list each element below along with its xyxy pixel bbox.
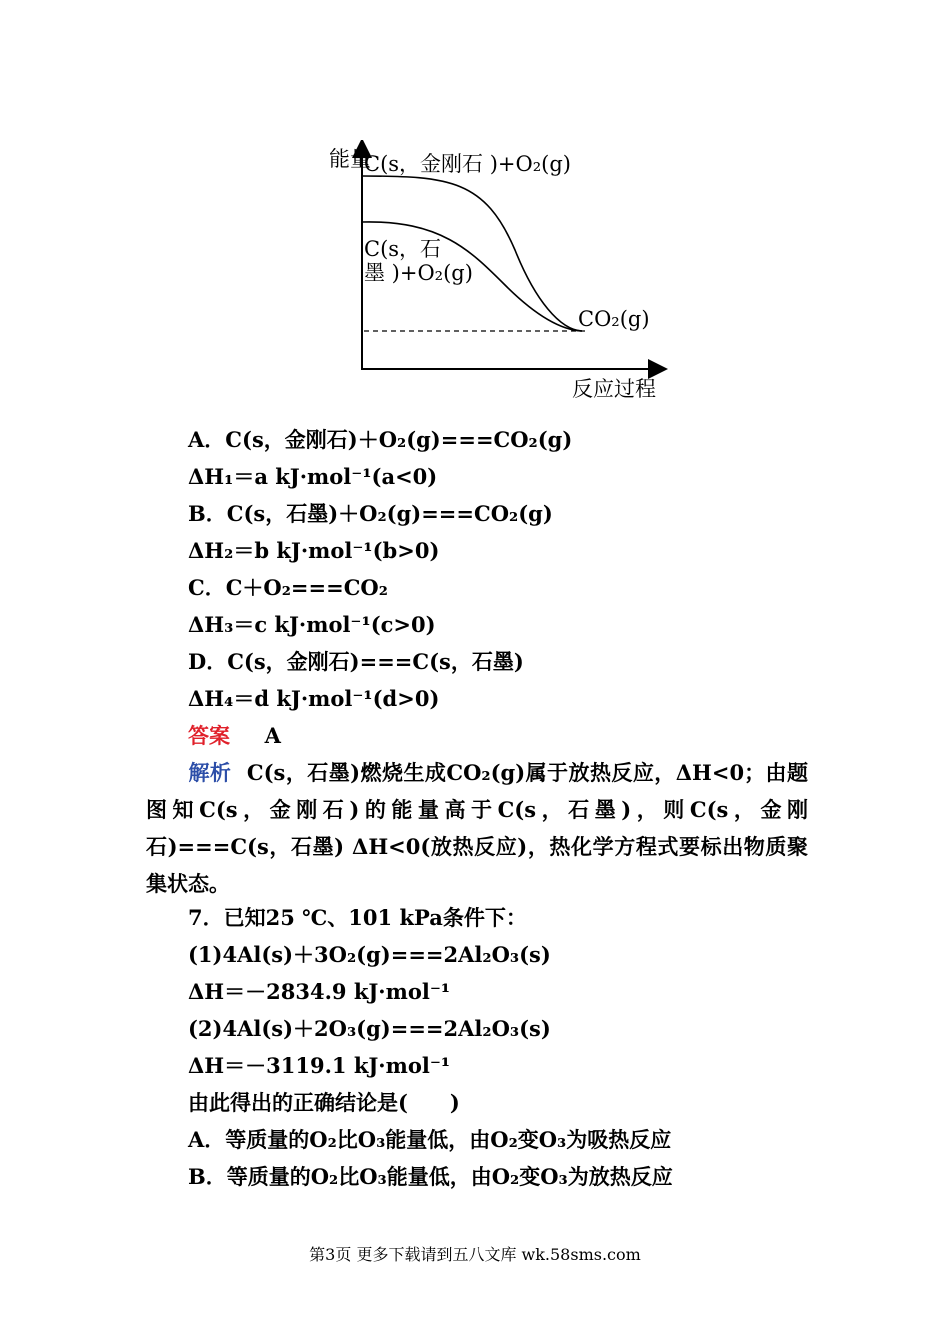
option-b-equation: B．C(s，石墨)＋O₂(g)===CO₂(g) bbox=[188, 501, 553, 526]
graphite-curve-label-2: 墨 )+O₂(g) bbox=[364, 261, 473, 285]
option-a-equation: A．C(s，金刚石)＋O₂(g)===CO₂(g) bbox=[188, 427, 573, 452]
product-label: CO₂(g) bbox=[578, 307, 650, 331]
y-axis-label: 能量 bbox=[329, 147, 371, 171]
question7-option-b: B．等质量的O₂比O₃能量低，由O₂变O₃为放热反应 bbox=[188, 1164, 673, 1189]
question7-stem: 7．已知25 ℃、101 kPa条件下： bbox=[188, 905, 527, 930]
question7-prompt: 由此得出的正确结论是( ) bbox=[188, 1090, 460, 1115]
question7-equation-1: (1)4Al(s)＋3O₂(g)===2Al₂O₃(s) bbox=[188, 942, 551, 967]
option-b-enthalpy: ΔH₂＝b kJ·mol⁻¹(b>0) bbox=[188, 538, 440, 563]
question7-enthalpy-1: ΔH＝－2834.9 kJ·mol⁻¹ bbox=[188, 979, 451, 1004]
option-d-equation: D．C(s，金刚石)===C(s，石墨) bbox=[188, 649, 524, 674]
answer-line bbox=[188, 723, 281, 749]
analysis-paragraph bbox=[146, 754, 808, 902]
diamond-curve-label: C(s，金刚石 )+O₂(g) bbox=[364, 152, 571, 176]
analysis-text: C(s，石墨)燃烧生成CO₂(g)属于放热反应，ΔH<0；由题图知C(s，金刚石)的能量高于C(s，石墨)，则C(s，金刚石)===C(s，石墨) ΔH<0(放热反应)，热化学方程式要标出物质聚集状态。 bbox=[146, 760, 808, 896]
option-c-equation: C．C＋O₂===CO₂ bbox=[188, 575, 388, 600]
energy-diagram bbox=[320, 140, 680, 410]
answer-label: 答案 bbox=[188, 723, 230, 748]
option-d-enthalpy: ΔH₄＝d kJ·mol⁻¹(d>0) bbox=[188, 686, 440, 711]
graphite-curve-label-1: C(s，石 bbox=[364, 237, 442, 261]
option-c-enthalpy: ΔH₃＝c kJ·mol⁻¹(c>0) bbox=[188, 612, 436, 637]
option-a-enthalpy: ΔH₁＝a kJ·mol⁻¹(a<0) bbox=[188, 464, 438, 489]
analysis-label: 解析 bbox=[188, 760, 232, 785]
question7-enthalpy-2: ΔH＝－3119.1 kJ·mol⁻¹ bbox=[188, 1053, 451, 1078]
page-footer: 第3页 更多下载请到五八文库 wk.58sms.com bbox=[309, 1245, 641, 1264]
question7-equation-2: (2)4Al(s)＋2O₃(g)===2Al₂O₃(s) bbox=[188, 1016, 551, 1041]
question7-option-a: A．等质量的O₂比O₃能量低，由O₂变O₃为吸热反应 bbox=[188, 1127, 672, 1152]
x-axis-label: 反应过程 bbox=[572, 377, 656, 401]
answer-value: A bbox=[264, 723, 281, 748]
